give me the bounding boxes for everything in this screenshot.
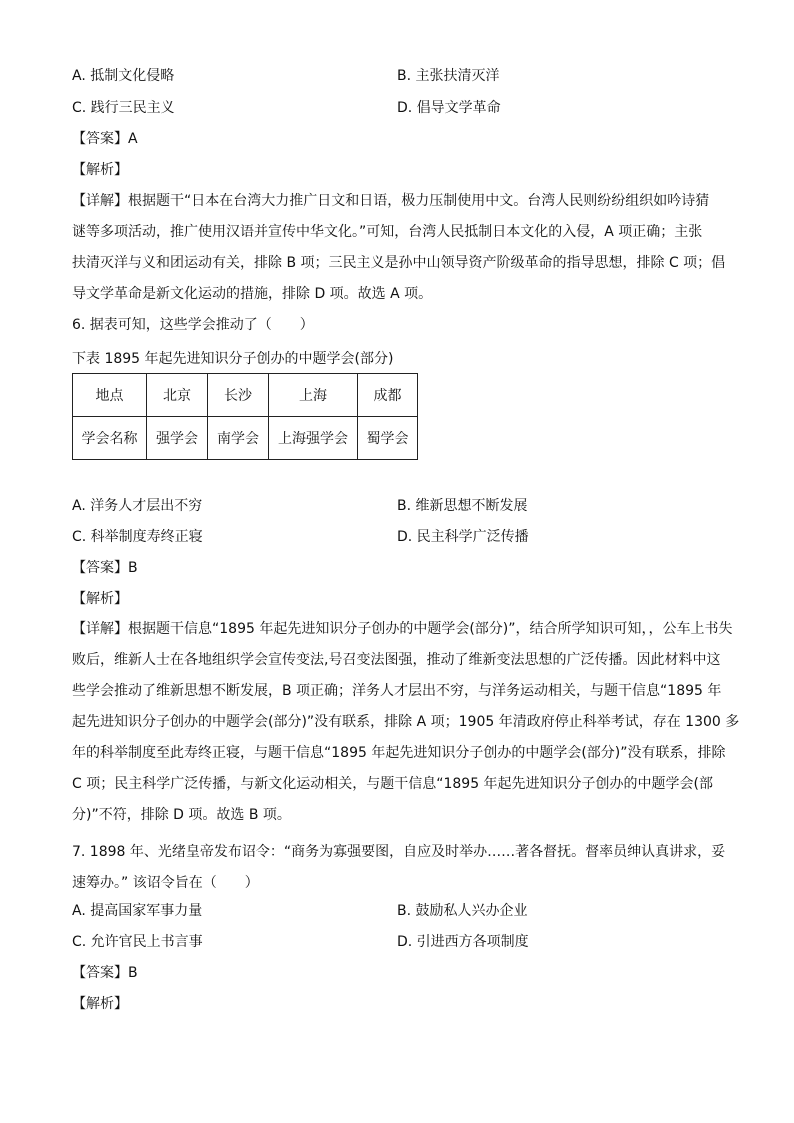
q6-detail-row: 起先进知识分子创办的中题学会(部分)”没有联系，排除 A 项；1905 年清政府停止科举考试，存在 1300 多	[72, 714, 740, 730]
q7-stem-row: 速筹办。” 该诏令旨在（ ）	[72, 875, 259, 891]
q6-option-c: C. 科举制度寿终正寝	[72, 529, 203, 545]
q5-option-b: B. 主张扶清灭洋	[397, 68, 500, 84]
table-cell: 上海强学会	[269, 417, 358, 460]
q6-detail	[72, 614, 740, 831]
table-cell: 南学会	[208, 417, 269, 460]
q5-option-c: C. 践行三民主义	[72, 100, 175, 116]
table-cell: 蜀学会	[358, 417, 418, 460]
q5-analysis-label: 【解析】	[72, 162, 128, 178]
q6-answer: 【答案】B	[72, 560, 138, 576]
q6-option-b: B. 维新思想不断发展	[397, 498, 528, 514]
q5-detail-row: 【详解】根据题干“日本在台湾大力推广日文和日语，极力压制使用中文。台湾人民则纷纷组织如吟诗猜	[72, 193, 710, 209]
q6-analysis-label: 【解析】	[72, 591, 128, 607]
q6-table	[72, 373, 418, 460]
table-cell: 地点	[73, 374, 147, 417]
table-cell: 强学会	[147, 417, 208, 460]
q5-detail-row: 导文学革命是新文化运动的措施，排除 D 项。故选 A 项。	[72, 286, 433, 302]
table-row	[73, 374, 418, 417]
q7-option-c: C. 允许官民上书言事	[72, 934, 203, 950]
q5-option-d: D. 倡导文学革命	[397, 100, 501, 116]
q7-option-b: B. 鼓励私人兴办企业	[397, 903, 528, 919]
q6-option-d: D. 民主科学广泛传播	[397, 529, 529, 545]
q6-detail-row: 些学会推动了维新思想不断发展，B 项正确；洋务人才层出不穷，与洋务运动相关，与题干信息“1895 年	[72, 683, 722, 699]
table-cell: 上海	[269, 374, 358, 417]
q5-option-a: A. 抵制文化侵略	[72, 68, 175, 84]
q7-answer: 【答案】B	[72, 965, 138, 981]
q7-stem	[72, 837, 724, 899]
q7-option-a: A. 提高国家军事力量	[72, 903, 203, 919]
q7-stem-row: 7. 1898 年、光绪皇帝发布诏令：“商务为寡强要图，自应及时举办……著各督抚。督率员绅认真讲求，妥	[72, 844, 726, 860]
q6-detail-row: C 项；民主科学广泛传播，与新文化运动相关，与题干信息“1895 年起先进知识分子创办的中题学会(部	[72, 776, 714, 792]
table-cell: 长沙	[208, 374, 269, 417]
q7-analysis-label: 【解析】	[72, 996, 128, 1012]
q5-detail-row: 谜等多项活动，推广使用汉语并宣传中华文化。”可知，台湾人民抵制日本文化的入侵，A 项正确；主张	[72, 224, 703, 240]
table-cell: 北京	[147, 374, 208, 417]
q6-detail-row: 【详解】根据题干信息“1895 年起先进知识分子创办的中题学会(部分)”，结合所学知识可知，，公车上书失	[72, 621, 733, 637]
table-cell: 学会名称	[73, 417, 147, 460]
q6-table-caption: 下表 1895 年起先进知识分子创办的中题学会(部分)	[72, 351, 394, 367]
table-row	[73, 417, 418, 460]
q7-option-d: D. 引进西方各项制度	[397, 934, 529, 950]
q5-answer: 【答案】A	[72, 131, 138, 147]
q6-detail-row: 败后，维新人士在各地组织学会宣传变法,号召变法图强，推动了维新变法思想的广泛传播。因此材料中这	[72, 652, 721, 668]
q6-stem: 6. 据表可知，这些学会推动了（ ）	[72, 317, 314, 333]
q6-option-a: A. 洋务人才层出不穷	[72, 498, 203, 514]
table-cell: 成都	[358, 374, 418, 417]
q5-detail-row: 扶清灭洋与义和团运动有关，排除 B 项；三民主义是孙中山领导资产阶级革命的指导思想，排除 C 项；倡	[72, 255, 726, 271]
q6-detail-row: 年的科举制度至此寿终正寝，与题干信息“1895 年起先进知识分子创办的中题学会(部分)”没有联系，排除	[72, 745, 726, 761]
q5-detail	[72, 186, 724, 310]
q6-detail-row: 分)”不符，排除 D 项。故选 B 项。	[72, 807, 291, 823]
